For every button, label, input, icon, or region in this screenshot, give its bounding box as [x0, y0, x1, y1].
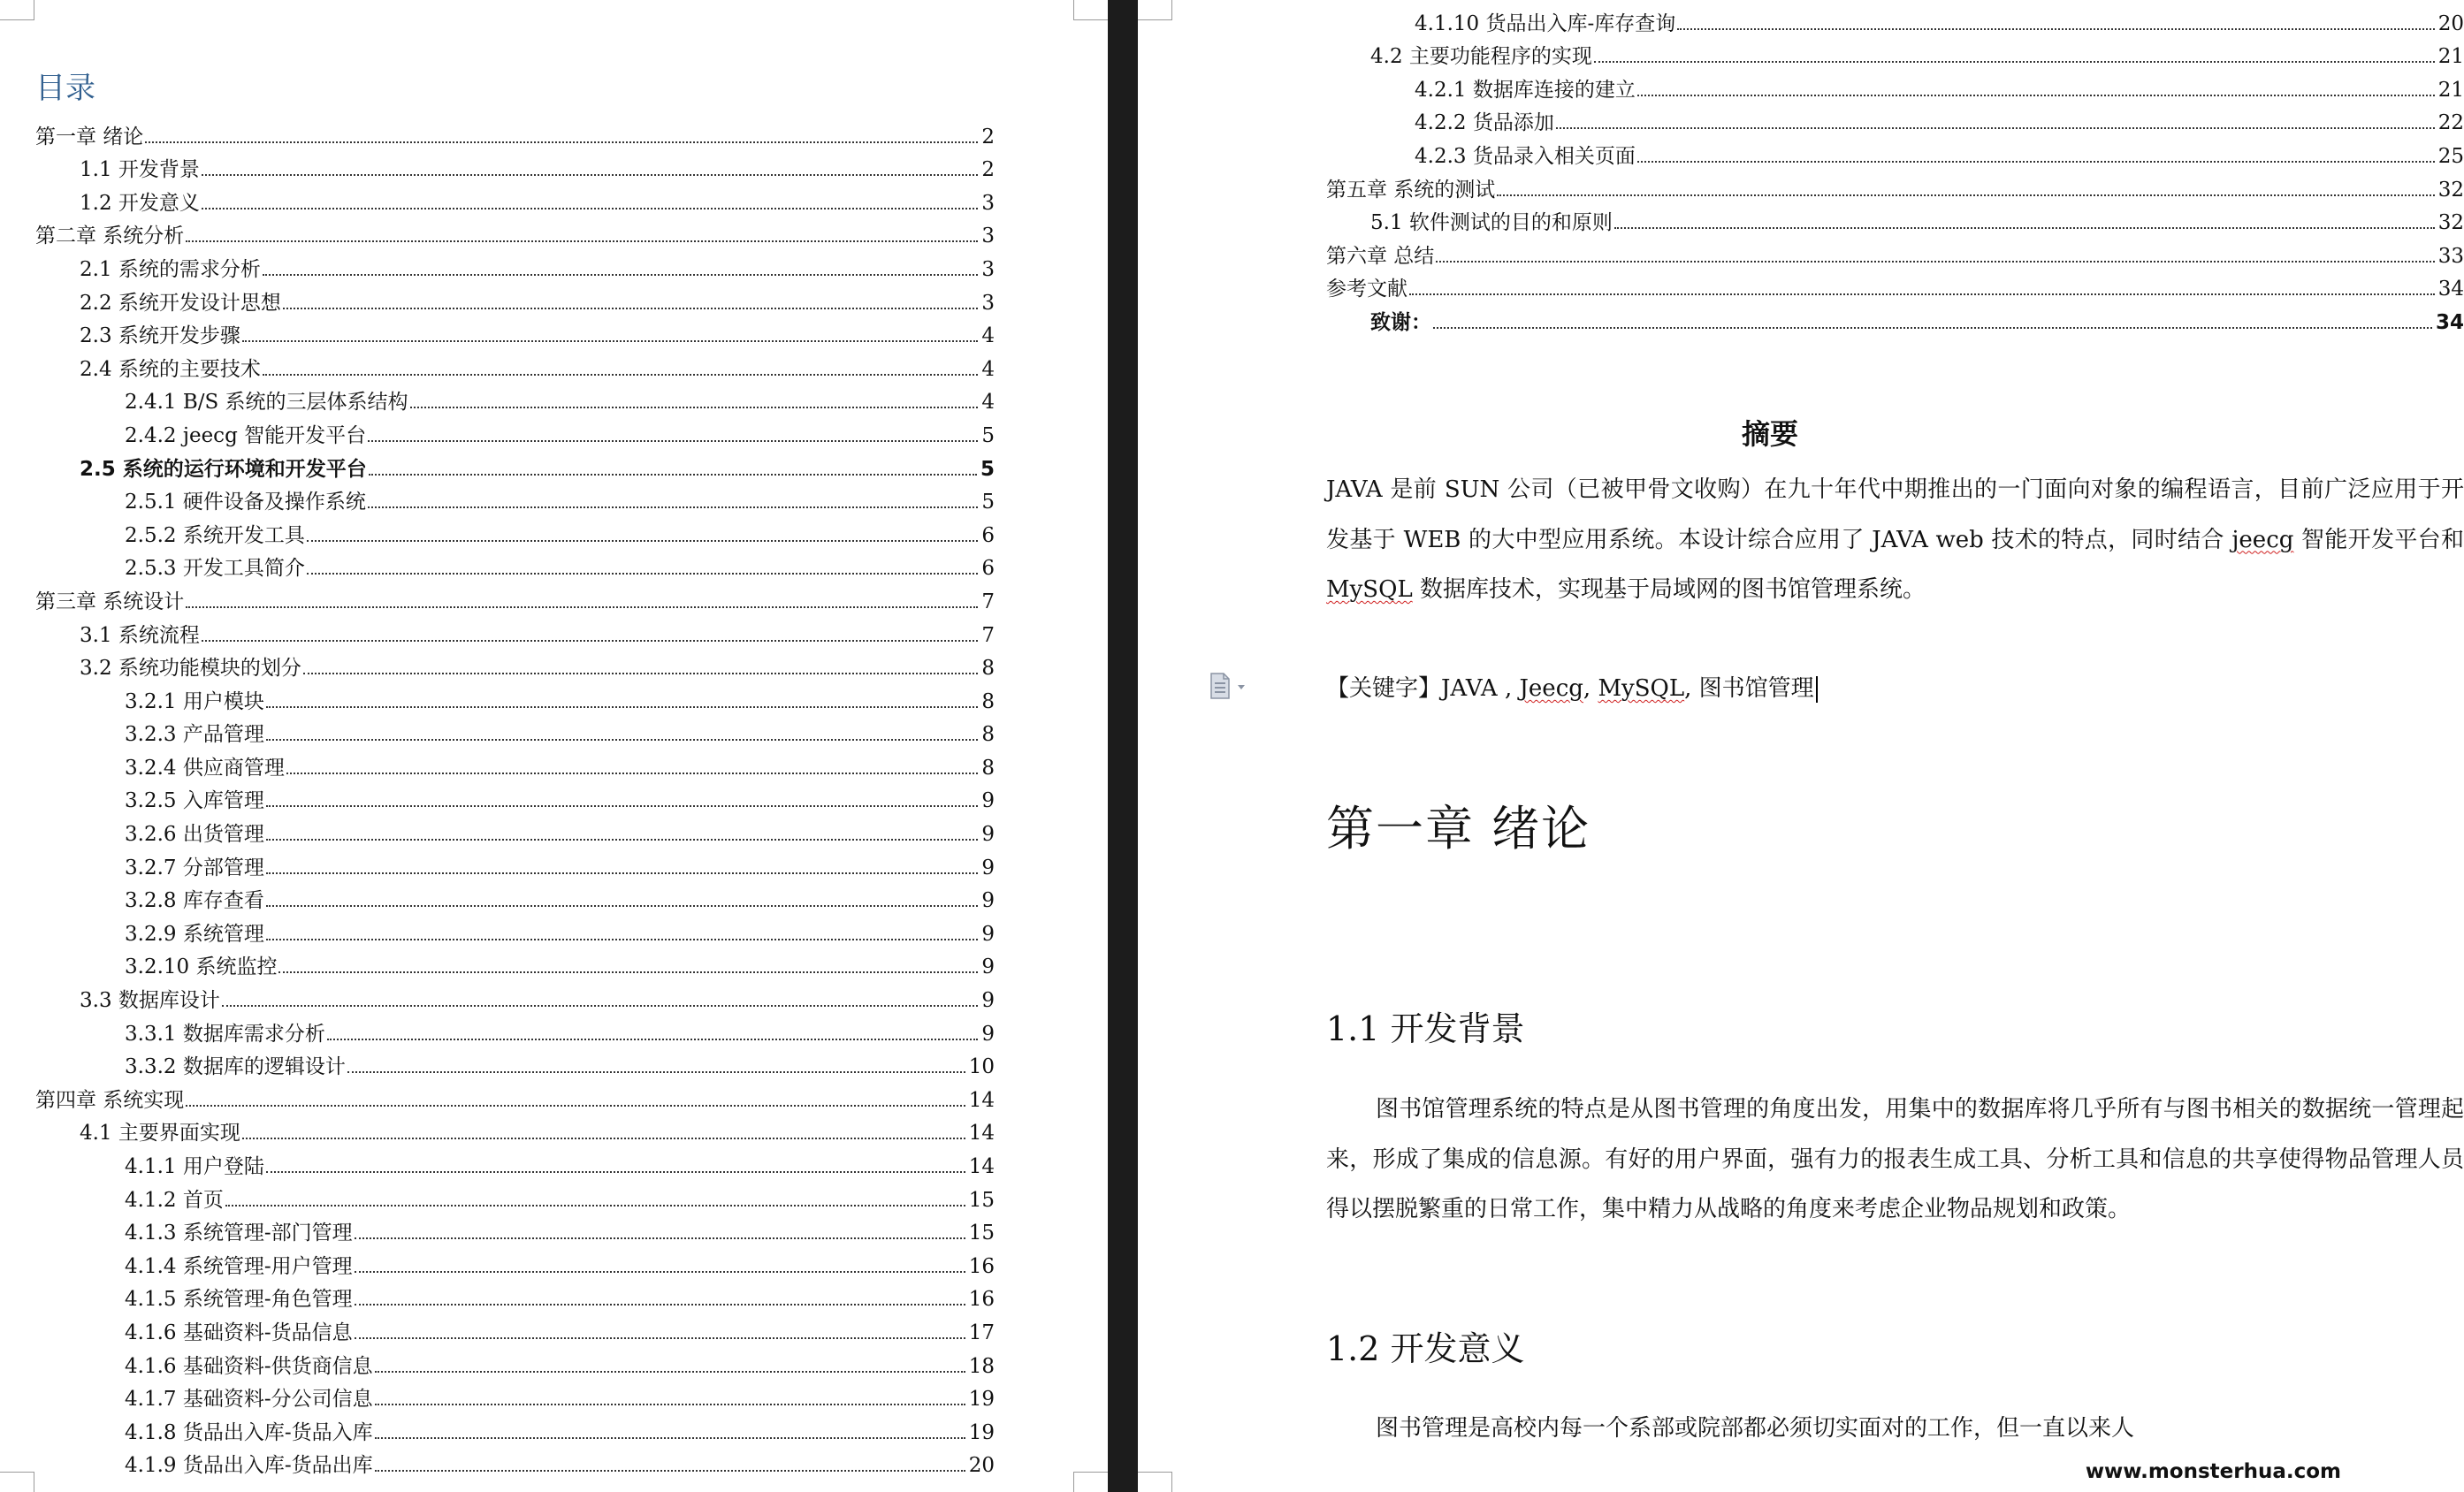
abstract-paragraph	[1326, 465, 2464, 615]
toc-entry-label: 3.2.9 系统管理	[125, 922, 264, 946]
toc-entry-label: 第四章 系统实现	[35, 1088, 185, 1112]
page-corner-mark	[1138, 0, 1172, 20]
toc-entry-label: 4.1.6 基础资料-货品信息	[125, 1321, 353, 1344]
toc-page-number: 8	[981, 756, 995, 780]
toc-page-number: 9	[981, 789, 995, 813]
toc-dot-leader	[327, 1038, 979, 1040]
toc-dot-leader	[263, 273, 978, 276]
toc-entry[interactable]	[35, 681, 995, 715]
toc-entry-label: 4.2 主要功能程序的实现	[1370, 45, 1592, 69]
toc-entry[interactable]	[35, 316, 995, 350]
toc-entry[interactable]	[1326, 302, 2464, 336]
toc-page-number: 9	[981, 889, 995, 913]
toc-entry-label: 2.4 系统的主要技术	[80, 357, 261, 381]
toc-entry-label: 3.2.1 用户模块	[125, 689, 264, 713]
toc-page-number: 4	[981, 357, 995, 381]
toc-entry-label: 4.1.3 系统管理-部门管理	[125, 1222, 353, 1245]
toc-page-number: 5	[981, 491, 995, 514]
toc-entry-label: 4.1 主要界面实现	[80, 1122, 240, 1146]
toc-page-number: 17	[968, 1321, 995, 1344]
toc-dot-leader	[347, 1070, 965, 1073]
toc-dot-leader	[355, 1237, 965, 1239]
toc-dot-leader	[242, 1137, 965, 1139]
toc-page-number: 14	[968, 1155, 995, 1178]
body-paragraph: 图书馆管理系统的特点是从图书管理的角度出发，用集中的数据库将几乎所有与图书相关的数据统一管理起来，形成了集成的信息源。有好的用户界面，强有力的报表生成工具、分析工具和信息的共享使得物品管理人员得以摆脱繁重的日常工作，集中精力从战略的角度来考虑企业物品规划和政策。	[1326, 1096, 2464, 1222]
toc-page-number: 20	[2437, 11, 2464, 35]
toc-entry[interactable]	[35, 1246, 995, 1280]
toc-page-number: 34	[2437, 278, 2464, 301]
toc-entry-label: 3.3.1 数据库需求分析	[125, 1022, 325, 1046]
toc-page-number: 8	[981, 689, 995, 713]
toc-entry-label: 4.1.7 基础资料-分公司信息	[125, 1388, 373, 1412]
toc-entry-label: 4.1.1 用户登陆	[125, 1155, 264, 1178]
toc-entry-label: 3.2.5 入库管理	[125, 789, 264, 813]
toc-dot-leader	[225, 1204, 965, 1207]
toc-entry-label: 2.5 系统的运行环境和开发平台	[80, 457, 367, 481]
toc-page-number: 9	[981, 823, 995, 847]
toc-entry-label: 3.2.7 分部管理	[125, 856, 264, 879]
toc-entry-label: 1.2 开发意义	[80, 191, 200, 215]
toc-page-number: 5	[981, 423, 995, 447]
toc-page-number: 18	[968, 1354, 995, 1378]
toc-page-number: 20	[968, 1454, 995, 1478]
toc-entry-label: 1.1 开发背景	[80, 158, 200, 182]
text-cursor	[1816, 676, 1818, 703]
toc-entry-label: 2.5.1 硬件设备及操作系统	[125, 491, 366, 514]
toc-entry-label: 3.2.6 出货管理	[125, 823, 264, 847]
toc-page-number: 2	[981, 125, 995, 148]
toc-entry[interactable]	[35, 814, 995, 848]
toc-entry[interactable]	[35, 948, 995, 981]
toc-entry[interactable]	[35, 1380, 995, 1413]
toc-entry[interactable]	[35, 748, 995, 781]
toc-entry-label: 2.1 系统的需求分析	[80, 257, 261, 281]
toc-entry[interactable]	[35, 383, 995, 416]
toc-page-number: 9	[981, 989, 995, 1013]
toc-dot-leader	[186, 605, 978, 608]
keywords-prefix: 【关键字】JAVA ,	[1326, 675, 1513, 702]
toc-page-number: 8	[981, 723, 995, 747]
spellcheck-word[interactable]: MySQL	[1598, 675, 1685, 702]
toc-page-number: 22	[2437, 111, 2464, 135]
toc-entry[interactable]	[35, 848, 995, 881]
toc-entry-label: 4.1.6 基础资料-供货商信息	[125, 1354, 373, 1378]
document-comment-icon[interactable]	[1209, 672, 1247, 702]
toc-page-number: 10	[968, 1055, 995, 1079]
toc-entry-label: 4.2.1 数据库连接的建立	[1415, 78, 1636, 102]
toc-page-number: 32	[2437, 178, 2464, 202]
toc-entry-label: 第二章 系统分析	[35, 225, 185, 248]
toc-dot-leader	[1409, 293, 2435, 295]
toc-dot-leader	[307, 539, 979, 542]
toc-dot-leader	[1594, 60, 2435, 63]
toc-page-number: 9	[981, 856, 995, 879]
toc-entry[interactable]	[35, 781, 995, 815]
toc-entry-label: 2.4.2 jeecg 智能开发平台	[125, 423, 367, 447]
toc-page-number: 21	[2437, 78, 2464, 102]
toc-page-number: 16	[968, 1254, 995, 1278]
toc-dot-leader	[368, 439, 978, 442]
toc-page-number: 19	[968, 1388, 995, 1412]
toc-dot-leader	[307, 572, 979, 575]
toc-entry[interactable]	[35, 1114, 995, 1147]
toc-dot-leader	[222, 1004, 978, 1007]
toc-entry[interactable]	[35, 515, 995, 549]
toc-dot-leader	[355, 1303, 965, 1306]
toc-entry[interactable]	[35, 150, 995, 184]
toc-entry-label: 2.4.1 B/S 系统的三层体系结构	[125, 391, 408, 415]
toc-page-number: 5	[980, 457, 995, 481]
toc-page-number: 21	[2437, 45, 2464, 69]
keywords-suffix: , 图书馆管理	[1684, 675, 1814, 702]
toc-page-number: 25	[2437, 144, 2464, 168]
page-corner-mark	[1138, 1472, 1172, 1492]
toc-page-number: 9	[981, 955, 995, 979]
toc-dot-leader	[1677, 27, 2434, 30]
toc-entry[interactable]	[1326, 4, 2464, 37]
toc-entry[interactable]	[35, 1412, 995, 1446]
toc-entry-label: 第三章 系统设计	[35, 590, 185, 613]
toc-page-number: 8	[981, 657, 995, 681]
toc-entry[interactable]	[35, 1280, 995, 1313]
toc-dot-leader	[1433, 326, 2432, 329]
toc-page-number: 14	[968, 1122, 995, 1146]
toc-entry[interactable]	[35, 1214, 995, 1247]
toc-dot-leader	[375, 1370, 965, 1373]
toc-entry[interactable]	[1326, 136, 2464, 170]
page-corner-mark	[0, 0, 34, 20]
toc-title: 目录	[35, 71, 95, 106]
toc-dot-leader	[375, 1403, 965, 1405]
toc-entry[interactable]	[35, 349, 995, 383]
toc-dot-leader	[1637, 94, 2435, 96]
toc-dot-leader	[1637, 160, 2435, 163]
toc-entry[interactable]	[35, 183, 995, 217]
toc-dot-leader	[266, 938, 979, 940]
toc-page-number: 4	[981, 391, 995, 415]
toc-page-number: 3	[981, 225, 995, 248]
toc-entry[interactable]	[35, 1346, 995, 1380]
spellcheck-word[interactable]: MySQL	[1326, 576, 1413, 603]
abstract-text: 智能开发平台和	[2293, 526, 2464, 553]
toc-entry[interactable]	[1326, 203, 2464, 237]
toc-entry-label: 2.3 系统开发步骤	[80, 324, 240, 348]
page-corner-mark	[1073, 0, 1108, 20]
toc-dot-leader	[145, 141, 978, 143]
toc-entry[interactable]	[35, 1080, 995, 1114]
toc-entry[interactable]	[35, 980, 995, 1014]
toc-entry[interactable]	[35, 715, 995, 749]
toc-entry[interactable]	[1326, 37, 2464, 71]
toc-dot-leader	[202, 173, 978, 176]
toc-dot-leader	[202, 639, 978, 642]
toc-entry-label: 3.1 系统流程	[80, 623, 200, 647]
toc-dot-leader	[266, 804, 979, 807]
abstract-text: 数据库技术，实现基于局域网的图书馆管理系统。	[1412, 576, 1926, 603]
toc-entry-label: 致谢：	[1370, 310, 1431, 334]
toc-entry[interactable]	[35, 582, 995, 615]
toc-page-number: 34	[2435, 310, 2464, 334]
toc-entry[interactable]	[35, 549, 995, 582]
toc-entry[interactable]	[35, 415, 995, 449]
toc-dot-leader	[266, 838, 979, 841]
toc-dot-leader	[368, 506, 979, 508]
toc-entry-label: 3.2.4 供应商管理	[125, 756, 285, 780]
toc-entry[interactable]	[35, 1014, 995, 1047]
table-of-contents-continued	[1326, 4, 2464, 336]
toc-entry-label: 4.1.2 首页	[125, 1188, 224, 1212]
spellcheck-word[interactable]: jeecg	[2231, 526, 2294, 553]
toc-dot-leader	[286, 772, 979, 774]
toc-entry[interactable]	[35, 881, 995, 915]
toc-dot-leader	[355, 1336, 965, 1339]
toc-entry[interactable]	[35, 1313, 995, 1346]
toc-page-number: 3	[981, 291, 995, 315]
document-page-left	[0, 0, 1108, 1492]
toc-page-number: 16	[968, 1288, 995, 1312]
toc-page-number: 4	[981, 324, 995, 348]
toc-entry[interactable]	[35, 649, 995, 682]
toc-page-number: 19	[968, 1420, 995, 1444]
toc-page-number: 9	[981, 922, 995, 946]
toc-dot-leader	[1614, 226, 2435, 229]
toc-page-number: 7	[981, 623, 995, 647]
spellcheck-word[interactable]: Jeecg	[1519, 675, 1583, 702]
toc-dot-leader	[355, 1270, 965, 1273]
document-page-right	[1138, 0, 2464, 1492]
toc-entry[interactable]	[1326, 103, 2464, 137]
toc-dot-leader	[1497, 194, 2434, 196]
toc-dot-leader	[266, 1170, 965, 1173]
page-corner-mark	[1073, 1472, 1108, 1492]
toc-entry-label: 3.2.8 库存查看	[125, 889, 264, 913]
table-of-contents	[35, 117, 995, 1479]
toc-entry[interactable]	[1326, 236, 2464, 270]
toc-entry[interactable]	[35, 483, 995, 516]
toc-dot-leader	[186, 240, 978, 242]
toc-page-number: 33	[2437, 244, 2464, 268]
toc-entry[interactable]	[35, 117, 995, 150]
toc-entry-label: 2.2 系统开发设计思想	[80, 291, 281, 315]
toc-entry-label: 4.1.8 货品出入库-货品入库	[125, 1420, 373, 1444]
toc-dot-leader	[186, 1104, 965, 1107]
toc-page-number: 15	[968, 1188, 995, 1212]
toc-entry-label: 2.5.3 开发工具简介	[125, 557, 305, 581]
keywords-separator: ,	[1583, 675, 1591, 702]
abstract-title: 摘要	[1741, 417, 1798, 451]
toc-dot-leader	[242, 339, 978, 342]
toc-entry-label: 第六章 总结	[1326, 244, 1435, 268]
toc-entry[interactable]	[35, 449, 995, 483]
toc-dot-leader	[283, 307, 978, 309]
toc-dot-leader	[303, 672, 978, 674]
page-gutter	[1108, 0, 1138, 1492]
toc-dot-leader	[375, 1469, 965, 1472]
toc-entry-label: 3.2 系统功能模块的划分	[80, 657, 301, 681]
toc-entry-label: 2.5.2 系统开发工具	[125, 523, 305, 547]
toc-page-number: 7	[981, 590, 995, 613]
toc-entry[interactable]	[35, 1180, 995, 1214]
toc-entry-label: 参考文献	[1326, 278, 1407, 301]
toc-dot-leader	[266, 872, 979, 874]
abstract-text: JAVA 是前 SUN 公司（已被甲骨文收购）在九十年代中期推出的一门面向对象的编程语言，目前广泛应用于开发基于 WEB 的大中型应用系统。本设计综合应用了 JAVA web 技术的特点，同时结合	[1326, 476, 2464, 553]
toc-entry[interactable]	[35, 914, 995, 948]
toc-entry-label: 4.1.5 系统管理-角色管理	[125, 1288, 353, 1312]
toc-entry-label: 3.2.10 系统监控	[125, 955, 278, 979]
toc-dot-leader	[1436, 260, 2434, 263]
toc-page-number: 14	[968, 1088, 995, 1112]
toc-entry-label: 4.1.10 货品出入库-库存查询	[1415, 11, 1676, 35]
toc-page-number: 3	[981, 257, 995, 281]
body-paragraph: 图书管理是高校内每一个系部或院部都必须切实面对的工作，但一直以来人	[1376, 1415, 2135, 1442]
toc-entry-label: 4.1.9 货品出入库-货品出库	[125, 1454, 373, 1478]
toc-entry[interactable]	[35, 283, 995, 316]
toc-page-number: 15	[968, 1222, 995, 1245]
toc-entry-label: 4.2.2 货品添加	[1415, 111, 1554, 135]
toc-entry[interactable]	[35, 615, 995, 649]
toc-page-number: 32	[2437, 211, 2464, 235]
toc-dot-leader	[266, 904, 979, 907]
toc-entry[interactable]	[1326, 70, 2464, 103]
toc-page-number: 3	[981, 191, 995, 215]
page-corner-mark	[0, 1472, 34, 1492]
toc-entry-label: 4.2.3 货品录入相关页面	[1415, 144, 1636, 168]
toc-dot-leader	[410, 406, 979, 408]
watermark: www.monsterhua.com	[2085, 1460, 2341, 1483]
toc-dot-leader	[375, 1436, 965, 1439]
toc-entry[interactable]	[35, 249, 995, 283]
toc-entry-label: 3.3 数据库设计	[80, 989, 220, 1013]
toc-entry-label: 3.3.2 数据库的逻辑设计	[125, 1055, 346, 1079]
toc-entry[interactable]	[35, 1446, 995, 1480]
keywords-line	[1326, 664, 2464, 714]
section-heading: 1.2 开发意义	[1326, 1329, 1525, 1368]
toc-entry[interactable]	[1326, 170, 2464, 203]
toc-entry[interactable]	[1326, 270, 2464, 303]
toc-page-number: 6	[981, 523, 995, 547]
toc-entry-label: 第五章 系统的测试	[1326, 178, 1496, 202]
toc-entry-label: 5.1 软件测试的目的和原则	[1370, 211, 1613, 235]
toc-dot-leader	[263, 373, 978, 376]
toc-entry[interactable]	[35, 1047, 995, 1081]
toc-page-number: 9	[981, 1022, 995, 1046]
toc-dot-leader	[266, 738, 979, 741]
toc-entry-label: 第一章 绪论	[35, 125, 144, 148]
toc-entry[interactable]	[35, 217, 995, 250]
toc-entry-label: 4.1.4 系统管理-用户管理	[125, 1254, 353, 1278]
toc-dot-leader	[278, 971, 978, 973]
toc-dot-leader	[266, 705, 979, 708]
toc-dot-leader	[1556, 126, 2435, 129]
toc-entry[interactable]	[35, 1146, 995, 1180]
chapter-heading: 第一章 绪论	[1326, 801, 1591, 856]
toc-dot-leader	[369, 473, 977, 476]
toc-page-number: 2	[981, 158, 995, 182]
toc-entry-label: 3.2.3 产品管理	[125, 723, 264, 747]
toc-dot-leader	[202, 207, 978, 209]
section-heading: 1.1 开发背景	[1326, 1009, 1525, 1048]
toc-page-number: 6	[981, 557, 995, 581]
